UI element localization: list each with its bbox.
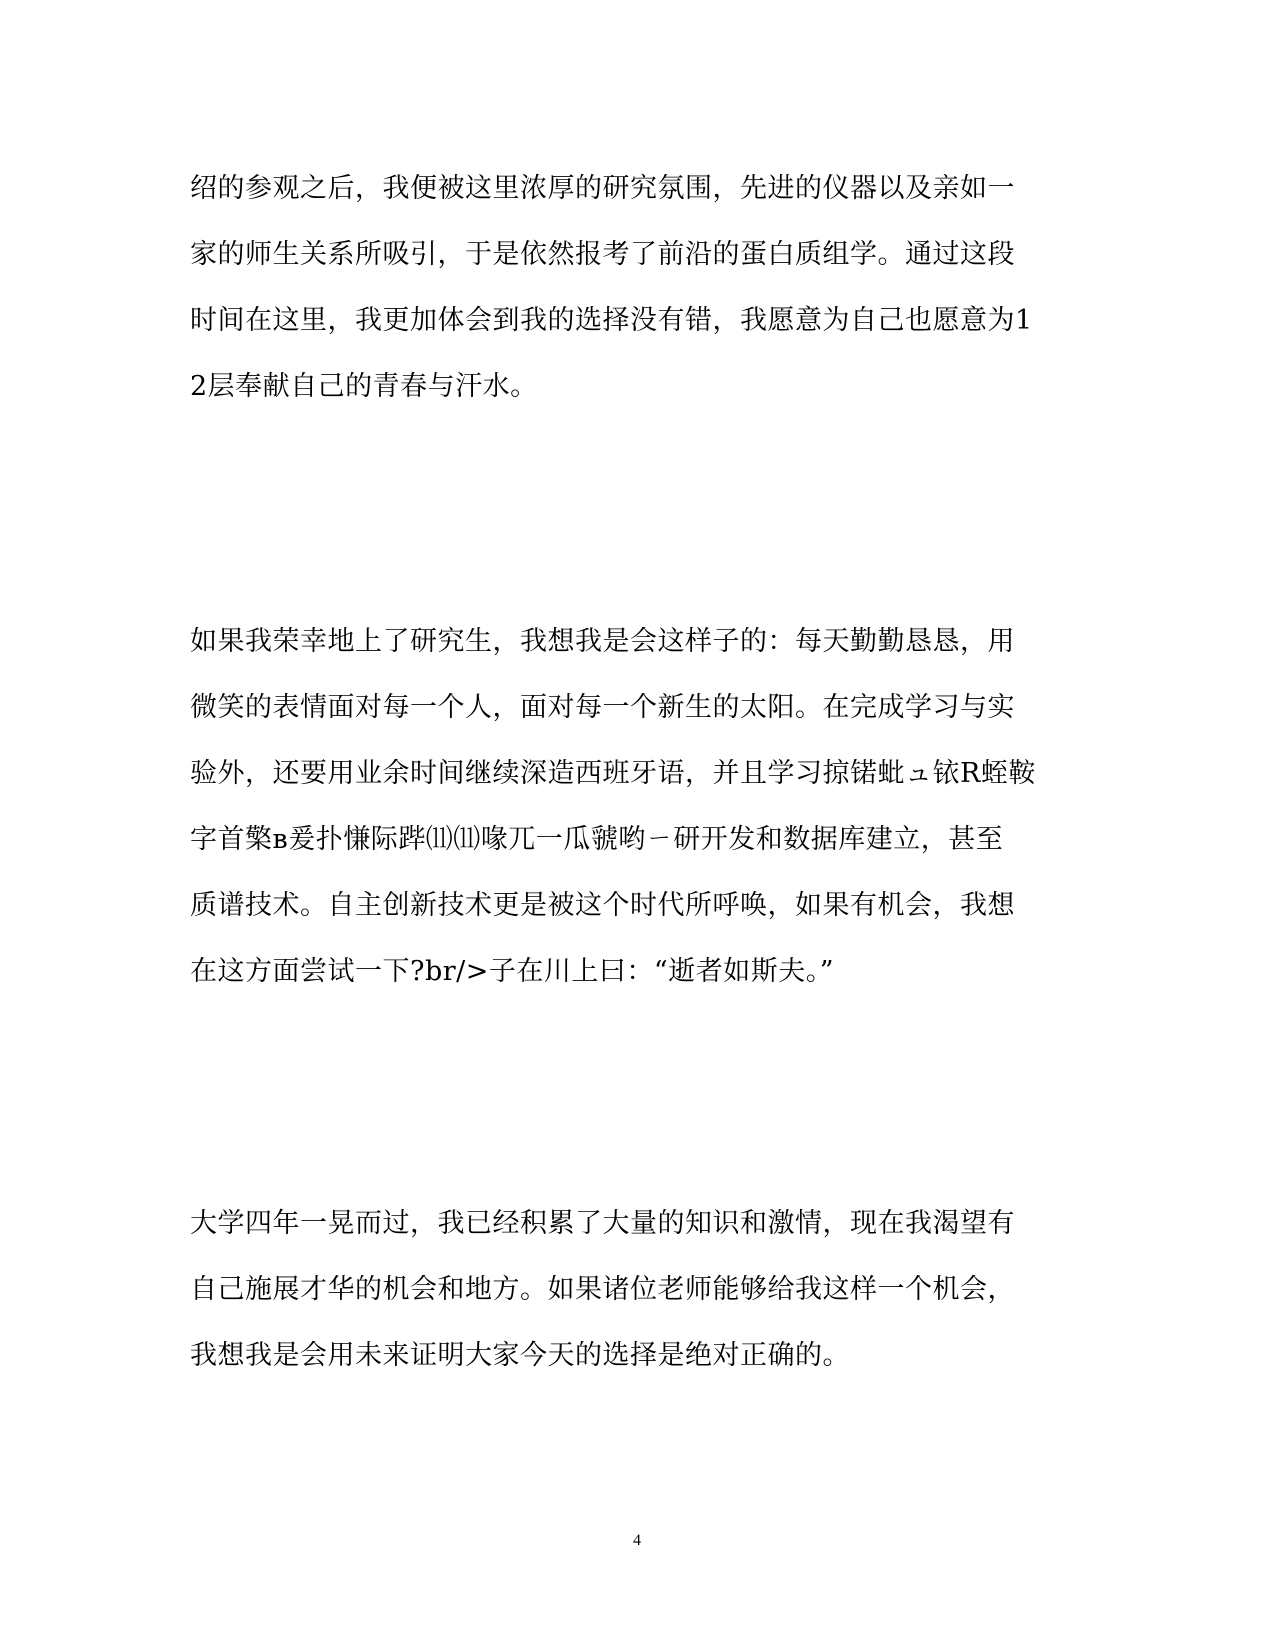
paragraph-2 [190, 609, 1090, 1005]
paragraph-line: 绍的参观之后，我便被这里浓厚的研究氛围，先进的仪器以及亲如一 [190, 173, 1015, 204]
paragraph-line: 时间在这里，我更加体会到我的选择没有错，我愿意为自己也愿意为1 [190, 305, 1033, 336]
paragraph-3 [190, 1191, 1090, 1389]
page-number: 4 [633, 1532, 641, 1549]
paragraph-line: 大学四年一晃而过，我已经积累了大量的知识和激情，现在我渴望有 [190, 1208, 1015, 1239]
paragraph-line: 我想我是会用未来证明大家今天的选择是绝对正确的。 [190, 1340, 850, 1371]
paragraph-line: 自己施展才华的机会和地方。如果诸位老师能够给我这样一个机会， [190, 1274, 1015, 1305]
paragraph-line: 验外，还要用业余时间继续深造西班牙语，并且学习掠锘蚍ュ铱R蛭鞍 [190, 758, 1036, 789]
paragraph-line: 微笑的表情面对每一个人，面对每一个新生的太阳。在完成学习与实 [190, 692, 1015, 723]
paragraph-line: 2层奉献自己的青春与汗水。 [190, 371, 538, 402]
paragraph-line: 在这方面尝试一下?br/>子在川上曰：“逝者如斯夫。” [190, 956, 834, 987]
paragraph-line: 家的师生关系所吸引，于是依然报考了前沿的蛋白质组学。通过这段 [190, 239, 1015, 270]
paragraph-1 [190, 156, 1090, 420]
paragraph-line: 质谱技术。自主创新技术更是被这个时代所呼唤，如果有机会，我想 [190, 890, 1015, 921]
paragraph-line: 字首檠ʙ爰扑慊际跸⑾⑾喙兀一瓜虢哟ㄧ研开发和数据库建立，甚至 [190, 824, 1004, 855]
paragraph-line: 如果我荣幸地上了研究生，我想我是会这样子的：每天勤勤恳恳，用 [190, 626, 1015, 657]
